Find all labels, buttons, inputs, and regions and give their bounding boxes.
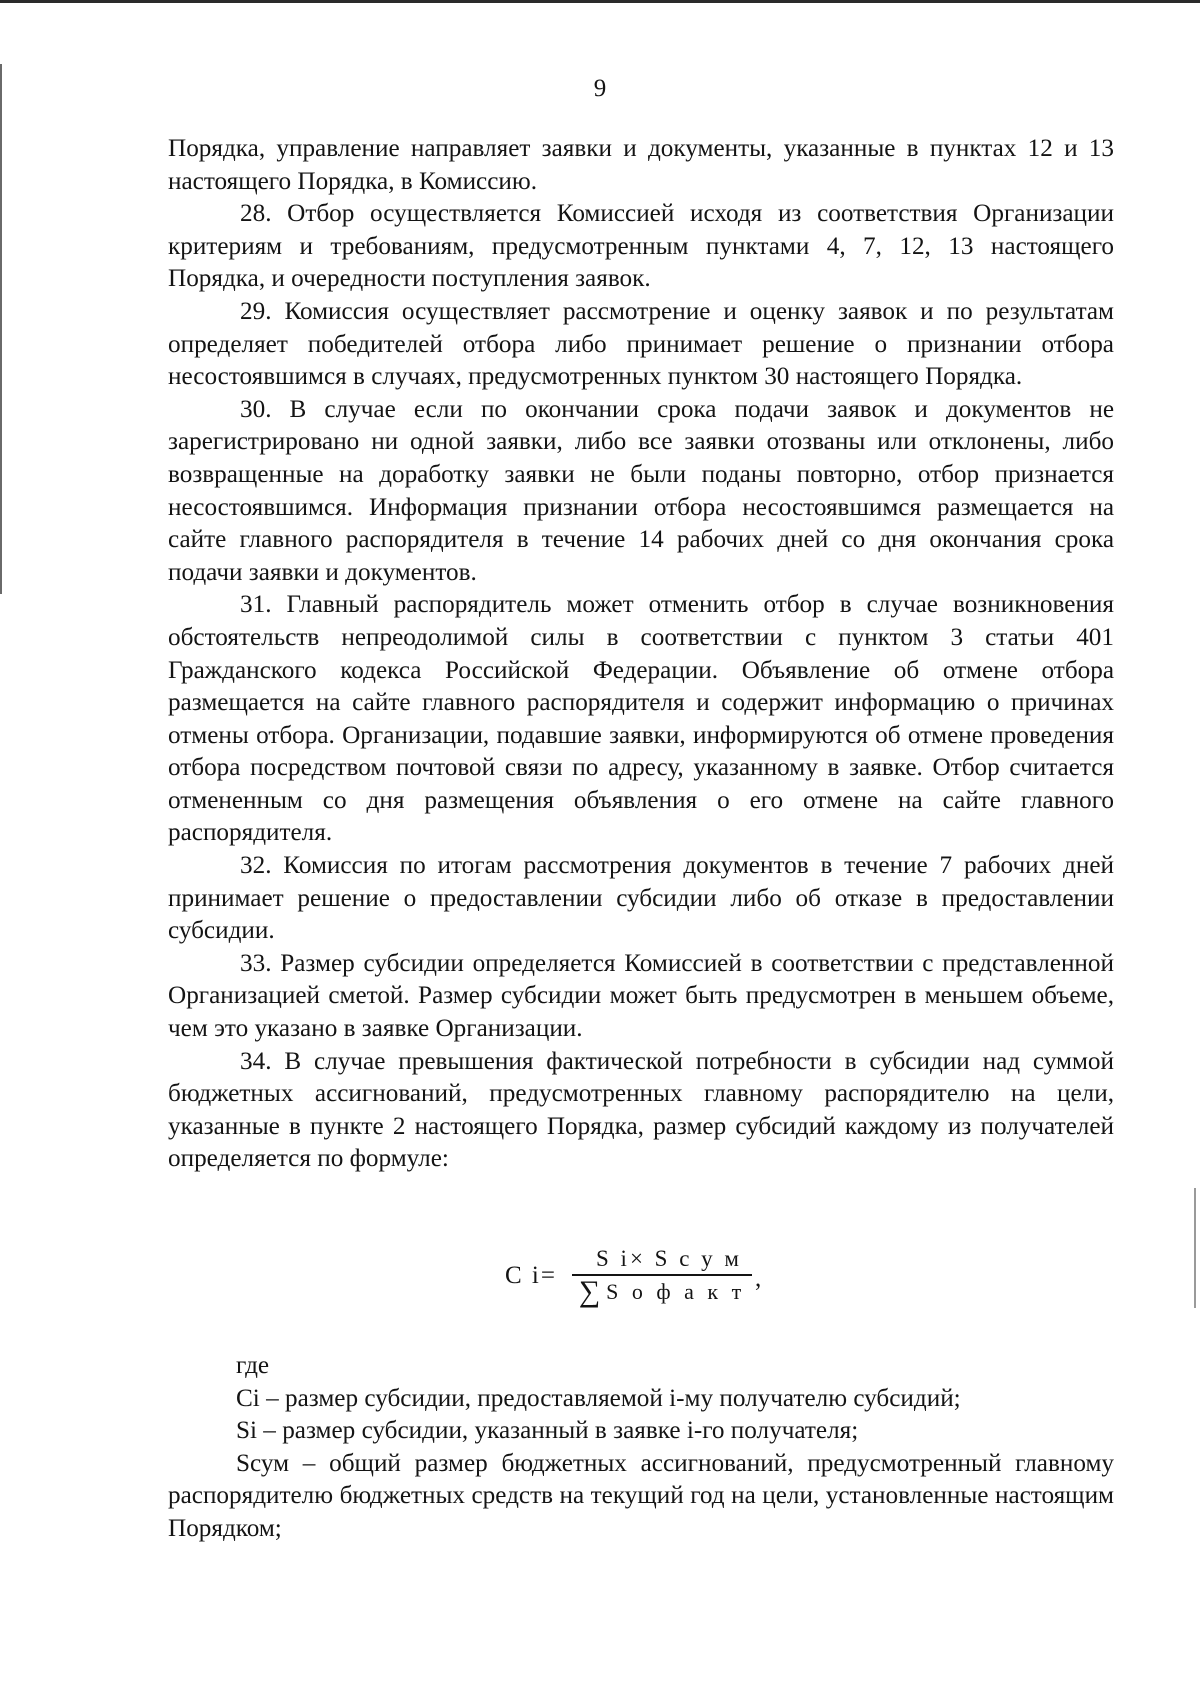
paragraph-32: 32. Комиссия по итогам рассмотрения документов в течение 7 рабочих дней принимает решение о предоставлении субсидии либо об отказе в предоставлении субсидии.: [168, 852, 1114, 945]
definition-si: Si – размер субсидии, указанный в заявке i-го получателя;: [236, 1417, 859, 1445]
subsidy-formula: [505, 1245, 805, 1315]
sigma-symbol: ∑: [578, 1274, 607, 1308]
document-body: [168, 133, 1114, 1176]
paragraph-continuation: Порядка, управление направляет заявки и документы, указанные в пунктах 12 и 13 настоящего Порядка, в Комиссию.: [168, 135, 1114, 195]
paragraph-31: 31. Главный распорядитель может отменить отбор в случае возникновения обстоятельств непреодолимой силы в соответствии с пунктом 3 статьи 401 Гражданского кодекса Российской Федерации. Объявление об отмене отбора размещается на сайте главного распорядителя и содержит информацию о причинах отмены отбора. Организации, подавшие заявки, информируются об отмене проведения отбора посредством почтовой связи по адресу, указанному в заявке. Отбор считается отмененным со дня размещения объявления о его отмене на сайте главного распорядителя.: [168, 591, 1114, 847]
formula-trailing-comma: ,: [755, 1265, 762, 1292]
paragraph-28: 28. Отбор осуществляется Комиссией исходя из соответствия Организации критериям и требованиям, предусмотренным пунктами 4, 7, 12, 13 настоящего Порядка, и очередности поступления заявок.: [168, 200, 1114, 293]
definition-ci: Сi – размер субсидии, предоставляемой i-му получателю субсидий;: [236, 1384, 961, 1412]
paragraph-29: 29. Комиссия осуществляет рассмотрение и оценку заявок и по результатам определяет победителей отбора либо принимает решение о признании отбора несостоявшимся в случаях, предусмотренных пунктом 30 настоящего Порядка.: [168, 297, 1114, 391]
paragraph-33: 33. Размер субсидии определяется Комиссией в соответствии с представленной Организацией сметой. Размер субсидии может быть предусмотрен в меньшем объеме, чем это указано в заявке Организации.: [168, 949, 1114, 1043]
scan-left-edge-mark: [0, 64, 2, 594]
formula-fraction: [572, 1245, 752, 1308]
scan-right-edge-mark: [1194, 1188, 1196, 1308]
formula-numerator: S i× S с у м: [596, 1246, 742, 1271]
formula-denominator-line: [572, 1274, 752, 1308]
formula-definitions: [168, 1350, 1114, 1546]
scan-top-edge: [0, 0, 1200, 3]
definitions-where: где: [236, 1352, 270, 1379]
page-number: 9: [593, 75, 607, 102]
paragraph-30: 30. В случае если по окончании срока подачи заявок и документов не зарегистрировано ни одной заявки, либо все заявки отозваны или отклонены, либо возвращенные на доработку заявки не были поданы повторно, отбор признается несостоявшимся. Информация признании отбора несостоявшимся размещается на сайте главного распорядителя в течение 14 рабочих дней со дня окончания срока подачи заявки и документов.: [168, 395, 1114, 586]
formula-lhs: С i=: [505, 1262, 557, 1289]
definition-ssum: Sсум – общий размер бюджетных ассигнований, предусмотренный главному распорядителю бюджетных средств на текущий год на цели, установленные настоящим Порядком;: [168, 1449, 1114, 1542]
formula-denominator: S о ф а к т: [606, 1278, 746, 1304]
paragraph-34: 34. В случае превышения фактической потребности в субсидии над суммой бюджетных ассигнований, предусмотренных главному распорядителю на цели, указанные в пункте 2 настоящего Порядка, размер субсидий каждому из получателей определяется по формуле:: [168, 1047, 1114, 1173]
